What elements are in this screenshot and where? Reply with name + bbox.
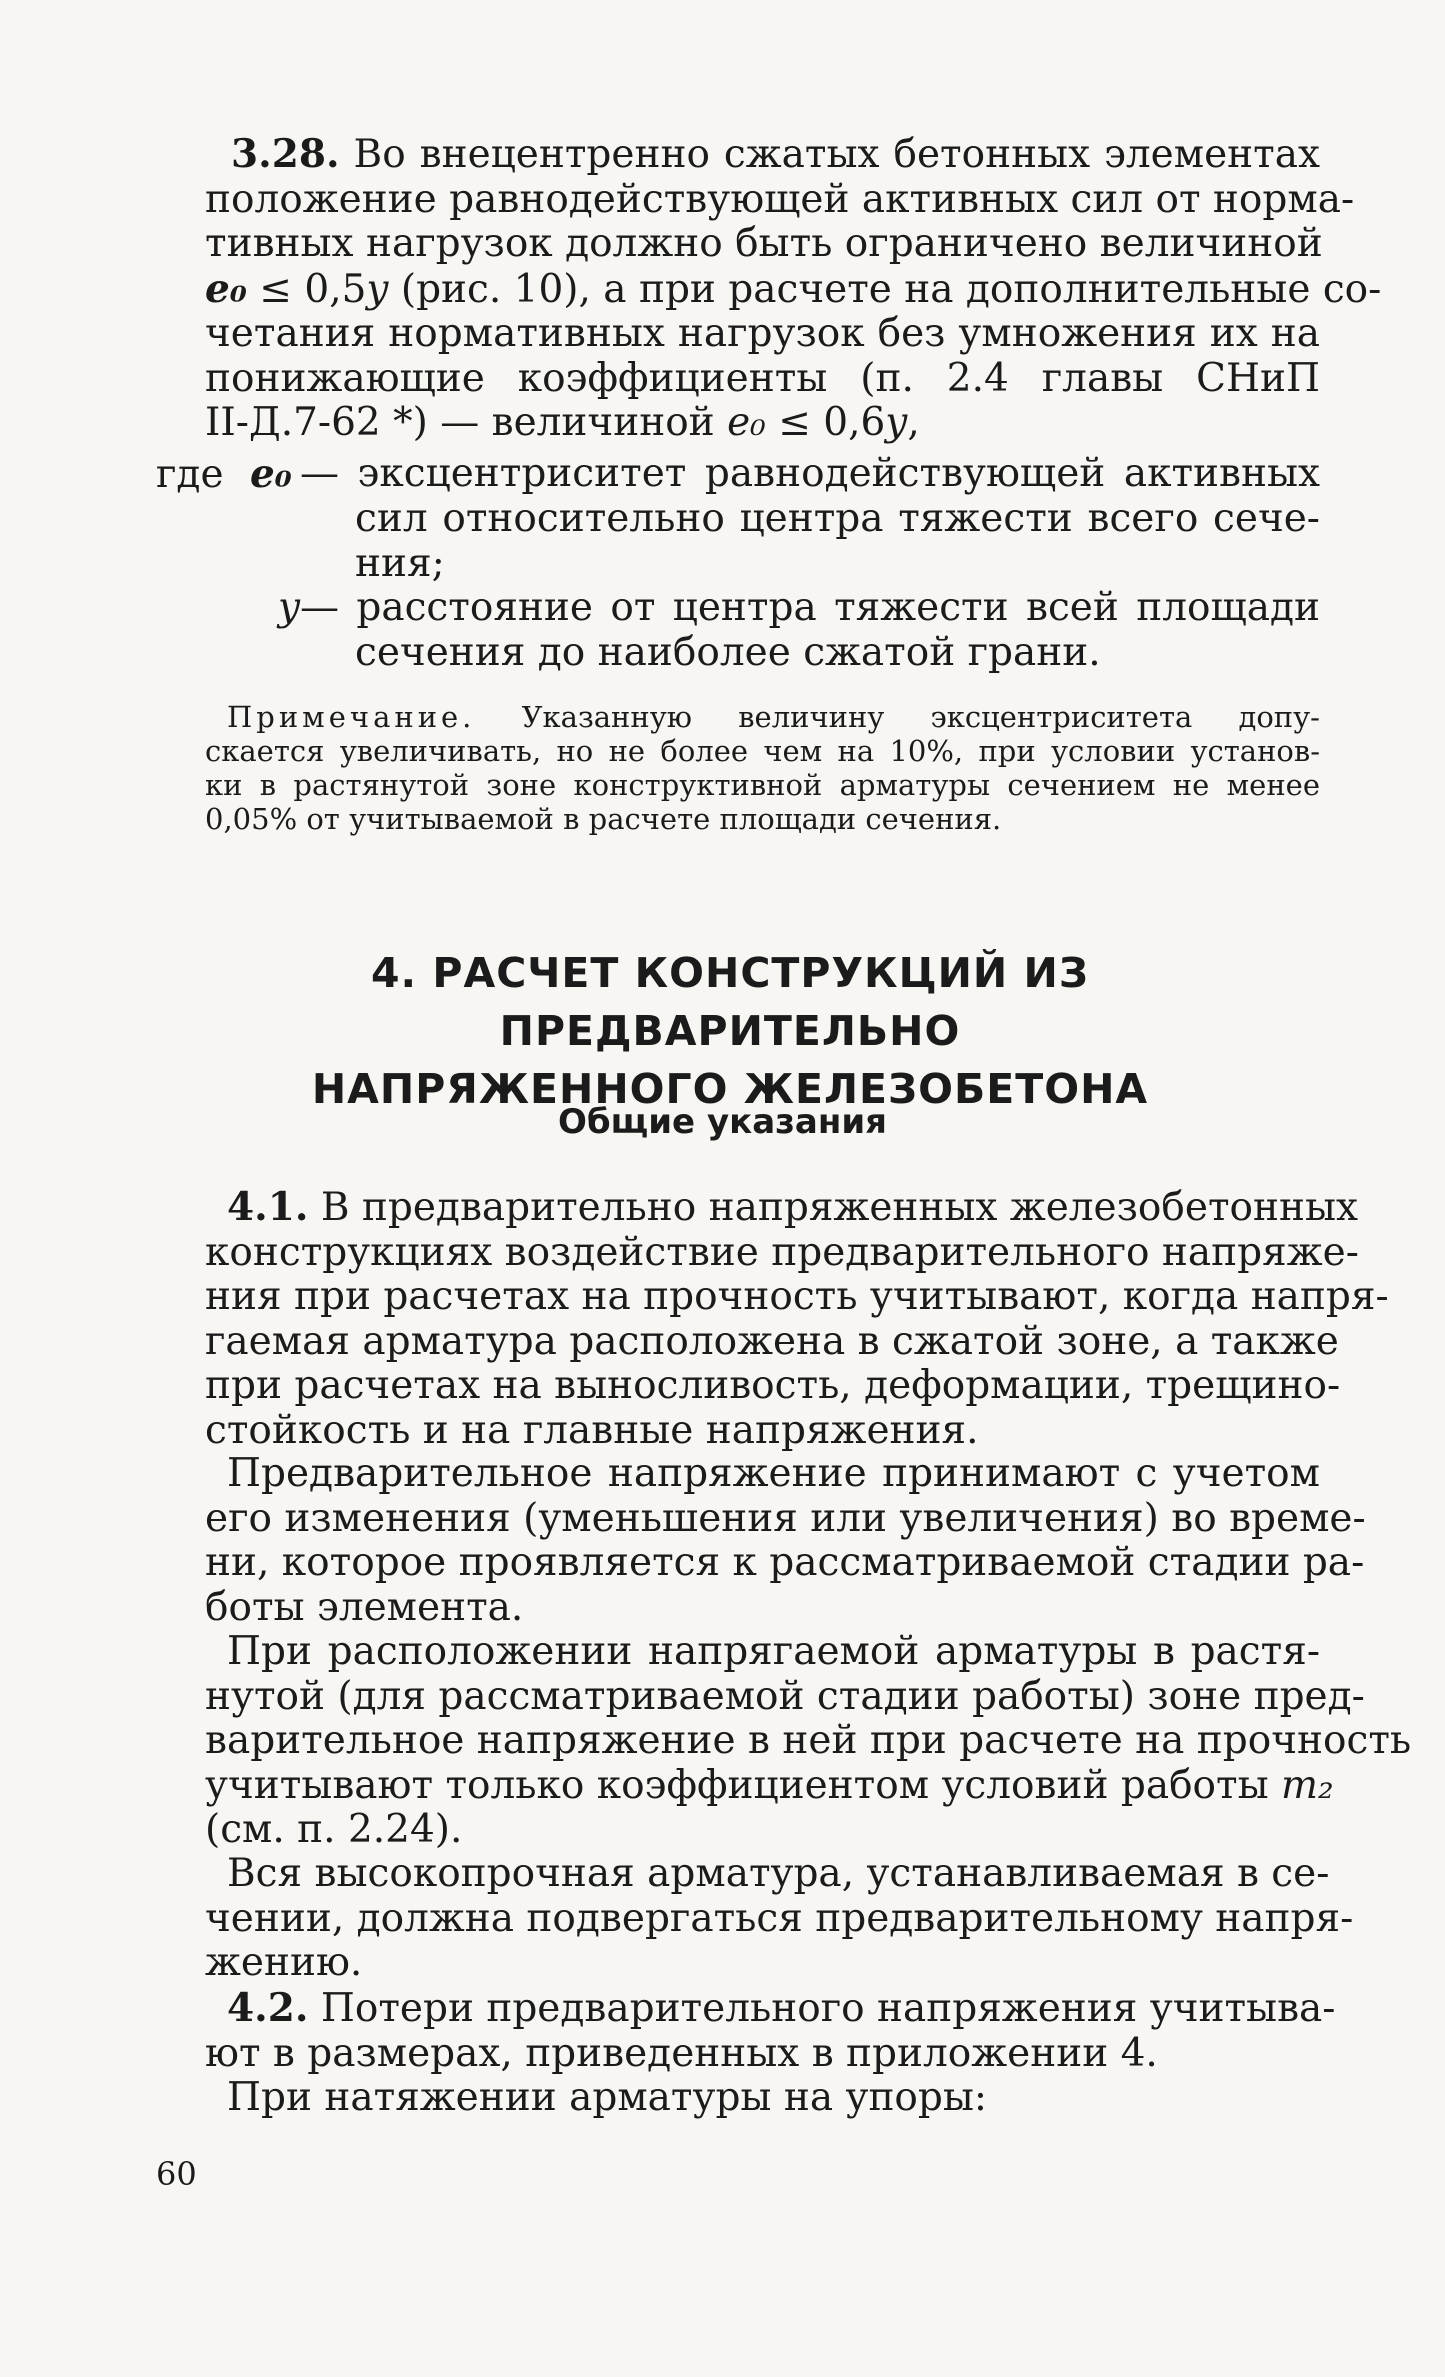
paragraph-3-28 xyxy=(205,131,1382,446)
symbol-e0: e₀ xyxy=(249,451,292,497)
note-label: Примечание. xyxy=(227,700,476,734)
paragraph-4-1-c: При расположении напрягаемой арматуры в растя- нутой (для рассматриваемой стадии работы) зоне пред- варительное напряжение в ней при расчете на прочность учитывают только коэффициентом условий работы m₂ (см. п. 2.24). xyxy=(205,1629,1412,1852)
definition-y-symbol xyxy=(278,586,300,631)
text-line: II-Д.7-62 *) — величиной e₀ ≤ 0,6y, xyxy=(205,400,920,445)
definition-e0: — эксцентриситет равнодействующей активных xyxy=(300,451,1320,496)
paragraph-number: 4.2. xyxy=(227,1985,309,2031)
text-line: 3.28. Во внецентренно сжатых бетонных элементах xyxy=(231,131,1320,177)
text-line: e₀ ≤ 0,5y (рис. 10), а при расчете на дополнительные со- xyxy=(205,265,1382,312)
text-line: тивных нагрузок должно быть ограничено величиной xyxy=(205,221,1323,266)
text-line: положение равнодействующей активных сил от норма- xyxy=(205,176,1355,222)
definition-where-label: где e₀ xyxy=(156,451,292,497)
paragraph-4-1-d: Вся высокопрочная арматура, устанавливаемая в се- чении, должна подвергаться предварительному напря- жению. xyxy=(205,1851,1354,1985)
paragraph-4-2: 4.2. Потери предварительного напряжения учитыва- ют в размерах, приведенных в приложении 4. При натяжении арматуры на упоры: xyxy=(205,1985,1336,2120)
symbol-y: y xyxy=(278,585,301,630)
text-line: четания нормативных нагрузок без умножения их на xyxy=(205,311,1320,356)
definition-y: — расстояние от центра тяжести всей площади xyxy=(300,585,1320,630)
text-line: понижающие коэффициенты (п. 2.4 главы СНиП xyxy=(205,355,1320,401)
section-title: 4. РАСЧЕТ КОНСТРУКЦИЙ ИЗ ПРЕДВАРИТЕЛЬНО НАПРЯЖЕННОГО ЖЕЛЕЗОБЕТОНА xyxy=(311,949,1149,1113)
note: Примечание. Указанную величину эксцентриситета допу- скается увеличивать, но не более чем на 10%, при условии установ- ки в растянутой зоне конструктивной арматуры сечением не менее 0,05% от учитываемой в расчете площади сечения. xyxy=(205,700,1320,836)
page-number: 60 xyxy=(156,2155,197,2193)
definition-y-cont: сечения до наиболее сжатой грани. xyxy=(355,630,1101,675)
paragraph-number: 4.1. xyxy=(227,1184,309,1230)
paragraph-4-1: 4.1. В предварительно напряженных железобетонных конструкциях воздействие предварительного напряже- ния при расчетах на прочность учитывают, когда напря- гаемая арматура расположена в сжатой зоне, а также при расчетах на выносливость, деформации, трещино- стойкость и на главные напряжения. xyxy=(205,1184,1389,1453)
definition-e0-cont: сил относительно центра тяжести всего сече- ния; xyxy=(355,496,1320,586)
paragraph-4-1-b: Предварительное напряжение принимают с учетом его изменения (уменьшения или увеличения) во време- ни, которое проявляется к рассматриваемой стадии ра- боты элемента. xyxy=(205,1451,1366,1630)
paragraph-number: 3.28. xyxy=(231,131,340,177)
section-subtitle: Общие указания xyxy=(558,1102,887,1142)
